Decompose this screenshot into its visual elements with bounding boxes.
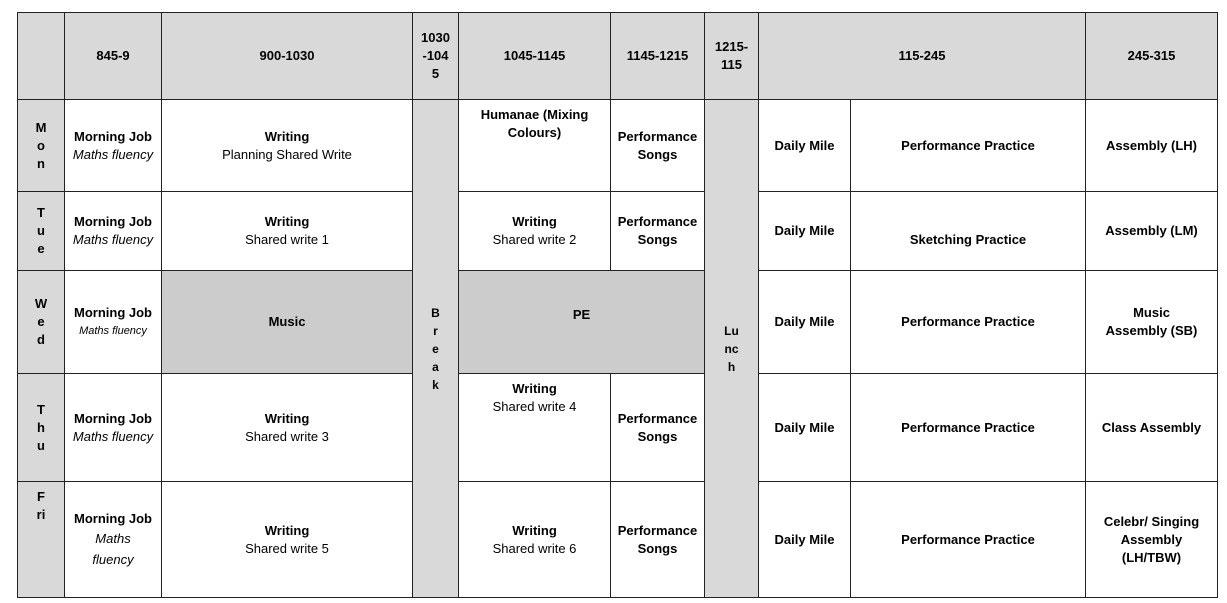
block1-cell [162, 374, 413, 482]
day-letter: F [37, 489, 45, 504]
lunch-fragment: Lu [724, 323, 739, 338]
day-letter: h [37, 419, 45, 435]
day-row-fri [18, 482, 1218, 598]
day-letter: e [37, 241, 45, 256]
afternoon-cell: Performance Practice [851, 100, 1086, 192]
day-letter: d [37, 332, 45, 347]
block2-title: Writing [512, 214, 557, 229]
block1-sub: Shared write 5 [245, 540, 329, 556]
break-letter: r [433, 323, 438, 338]
block2-sub: Shared write 4 [492, 399, 577, 414]
block3-line1: Performance [617, 522, 698, 538]
block2-sub: Shared write 2 [492, 232, 577, 247]
block2-cell [459, 192, 611, 271]
slot-header-1145-1215: 1145-1215 [611, 13, 705, 100]
break-letter: e [432, 341, 439, 356]
timetable [17, 12, 1218, 598]
lunch-slot-line: 115 [721, 57, 742, 72]
block1-cell [162, 482, 413, 598]
morning-job-title: Morning Job [74, 410, 152, 426]
morning-job-sub: Maths fluency [72, 146, 154, 162]
block1-title: Writing [264, 522, 310, 538]
block3-cell [611, 374, 705, 482]
morning-job-title: Morning Job [74, 128, 152, 144]
block1-cell [162, 192, 413, 271]
break-letter: B [431, 305, 440, 320]
day-row-mon [18, 100, 1218, 192]
morning-job-title: Morning Job [74, 214, 152, 229]
morning-job-cell [65, 374, 162, 482]
slot-header-900-1030: 900-1030 [162, 13, 413, 100]
day-letter: W [34, 296, 48, 311]
break-letter: a [432, 359, 439, 374]
block1-title: Writing [264, 128, 310, 144]
assembly-line: Assembly (SB) [1105, 323, 1198, 338]
slot-header-1045-1145: 1045-1145 [459, 13, 611, 100]
morning-job-cell [65, 271, 162, 374]
day-letter: n [37, 155, 45, 171]
afternoon-cell: Performance Practice [851, 374, 1086, 482]
block3-line2: Songs [637, 540, 678, 556]
morning-job-cell [65, 100, 162, 192]
block2-title: Writing [512, 381, 557, 396]
assembly-line: (LH/TBW) [1121, 549, 1182, 565]
day-label-thu [18, 374, 65, 482]
lunch-fragment: h [727, 359, 736, 374]
corner-cell [18, 13, 65, 100]
block1-sub: Shared write 3 [245, 428, 329, 444]
slot-header-lunch [705, 13, 759, 100]
daily-mile-cell: Daily Mile [759, 100, 851, 192]
morning-job-title: Morning Job [74, 305, 152, 320]
break-slot-line: -104 [422, 48, 449, 63]
day-letter: T [37, 205, 45, 220]
assembly-cell: Class Assembly [1086, 374, 1218, 482]
block3-cell [611, 482, 705, 598]
day-label-fri [18, 482, 65, 598]
afternoon-cell: Performance Practice [851, 482, 1086, 598]
block1-sub: Shared write 1 [245, 232, 329, 247]
day-letter: M [35, 119, 47, 135]
assembly-line: Music [1133, 305, 1170, 320]
day-letter: ri [36, 507, 46, 522]
daily-mile-cell: Daily Mile [759, 374, 851, 482]
block3-line1: Performance [617, 410, 698, 426]
morning-job-cell [65, 482, 162, 598]
block2-cell [459, 482, 611, 598]
day-label-mon [18, 100, 65, 192]
day-letter: T [37, 401, 45, 417]
assembly-line: Celebr/ Singing [1103, 513, 1200, 529]
block1-title: Writing [264, 214, 310, 229]
lunch-slot-line: 1215- [714, 39, 749, 54]
break-column [413, 100, 459, 598]
morning-job-sub: Maths fluency [72, 232, 154, 247]
assembly-cell [1086, 482, 1218, 598]
block1-title: Writing [264, 410, 310, 426]
block3-line1: Performance [617, 214, 698, 229]
day-label-tue [18, 192, 65, 271]
block2-sub: Shared write 6 [492, 540, 577, 556]
block3-line1: Performance [617, 128, 698, 144]
morning-job-sub: Maths fluency [79, 325, 147, 337]
break-slot-line: 1030 [421, 30, 450, 45]
daily-mile-cell: Daily Mile [759, 271, 851, 374]
daily-mile-cell: Daily Mile [759, 192, 851, 271]
header-row [18, 13, 1218, 100]
morning-job-sub: fluency [92, 551, 134, 567]
block3-cell [611, 192, 705, 271]
day-row-wed [18, 271, 1218, 374]
block3-line2: Songs [637, 232, 678, 247]
morning-job-sub: Maths [95, 530, 131, 546]
day-letter: e [37, 314, 45, 329]
day-letter: u [37, 223, 45, 238]
block3-cell [611, 100, 705, 192]
day-letter: u [37, 437, 45, 453]
block2-cell [459, 374, 611, 482]
block2-cell [459, 100, 611, 192]
assembly-cell: Assembly (LM) [1086, 192, 1218, 271]
lunch-column [705, 100, 759, 598]
afternoon-cell: Sketching Practice [851, 192, 1086, 271]
slot-header-break [413, 13, 459, 100]
music-cell: Music [162, 271, 413, 374]
lunch-fragment: nc [724, 341, 739, 356]
break-slot-line: 5 [431, 66, 440, 81]
pe-cell: PE [459, 271, 705, 374]
block2-title: Writing [512, 522, 557, 538]
slot-header-245-315: 245-315 [1086, 13, 1218, 100]
assembly-cell [1086, 271, 1218, 374]
morning-job-title: Morning Job [74, 510, 152, 526]
block1-sub: Planning Shared Write [222, 146, 352, 162]
block2-title: Humanae (Mixing Colours) [480, 107, 589, 140]
day-letter: o [37, 137, 45, 153]
assembly-line: Assembly [1120, 531, 1183, 547]
slot-header-115-245: 115-245 [759, 13, 1086, 100]
morning-job-sub: Maths fluency [72, 428, 154, 444]
day-label-wed [18, 271, 65, 374]
break-letter: k [432, 377, 439, 392]
daily-mile-cell: Daily Mile [759, 482, 851, 598]
slot-header-845-9: 845-9 [65, 13, 162, 100]
block3-line2: Songs [637, 146, 678, 162]
assembly-cell: Assembly (LH) [1086, 100, 1218, 192]
day-row-tue [18, 192, 1218, 271]
morning-job-cell [65, 192, 162, 271]
block3-line2: Songs [637, 428, 678, 444]
block1-cell [162, 100, 413, 192]
day-row-thu [18, 374, 1218, 482]
afternoon-cell: Performance Practice [851, 271, 1086, 374]
